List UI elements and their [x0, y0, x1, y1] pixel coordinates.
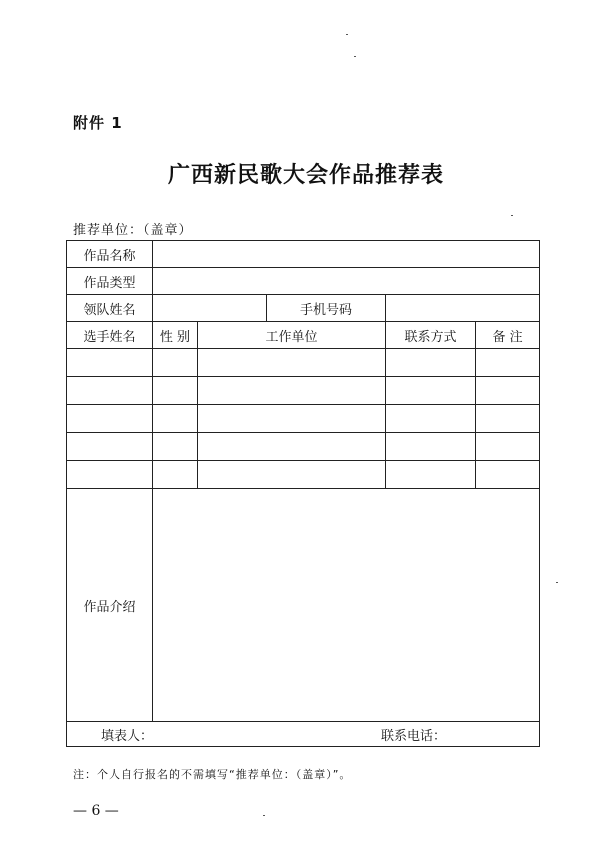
contestant-row	[67, 405, 540, 433]
leader-name-field[interactable]	[153, 295, 267, 322]
remarks-cell[interactable]	[476, 377, 540, 405]
contact-header: 联系方式	[386, 322, 476, 349]
remarks-cell[interactable]	[476, 349, 540, 377]
scan-speck	[346, 34, 348, 35]
work-type-field[interactable]	[153, 268, 540, 295]
contestant-row	[67, 377, 540, 405]
work-type-row	[67, 268, 540, 295]
contestant-name-cell[interactable]	[67, 377, 153, 405]
scan-speck	[556, 582, 558, 583]
work-name-label: 作品名称	[67, 241, 153, 268]
scan-speck	[354, 56, 356, 57]
gender-cell[interactable]	[153, 405, 198, 433]
filler-cell[interactable]	[67, 722, 540, 747]
phone-label: 手机号码	[267, 295, 386, 322]
contestant-name-cell[interactable]	[67, 349, 153, 377]
workplace-cell[interactable]	[198, 433, 386, 461]
contestant-name-cell[interactable]	[67, 405, 153, 433]
contestant-name-header: 选手姓名	[67, 322, 153, 349]
recommend-unit-label: 推荐单位：（盖章）	[73, 223, 193, 238]
work-type-label: 作品类型	[67, 268, 153, 295]
contact-cell[interactable]	[386, 461, 476, 489]
remarks-cell[interactable]	[476, 405, 540, 433]
remarks-header: 备 注	[476, 322, 540, 349]
filler-phone-label: 联系电话：	[381, 728, 447, 744]
leader-row	[67, 295, 540, 322]
contact-cell[interactable]	[386, 349, 476, 377]
contestant-name-cell[interactable]	[67, 433, 153, 461]
gender-header: 性 别	[153, 322, 198, 349]
contestant-name-cell[interactable]	[67, 461, 153, 489]
workplace-cell[interactable]	[198, 349, 386, 377]
gender-cell[interactable]	[153, 377, 198, 405]
contestant-header-row	[67, 322, 540, 349]
contact-cell[interactable]	[386, 377, 476, 405]
workplace-cell[interactable]	[198, 405, 386, 433]
work-name-row	[67, 241, 540, 268]
gender-cell[interactable]	[153, 461, 198, 489]
remarks-cell[interactable]	[476, 433, 540, 461]
filler-row	[67, 722, 540, 747]
document-title: 广西新民歌大会作品推荐表	[167, 162, 444, 188]
work-name-field[interactable]	[153, 241, 540, 268]
workplace-header: 工作单位	[198, 322, 386, 349]
remarks-cell[interactable]	[476, 461, 540, 489]
intro-label: 作品介绍	[67, 489, 153, 722]
intro-field[interactable]	[153, 489, 540, 722]
intro-row	[67, 489, 540, 722]
attachment-label: 附件 1	[73, 114, 123, 132]
leader-name-label: 领队姓名	[67, 295, 153, 322]
gender-cell[interactable]	[153, 349, 198, 377]
page-number: — 6 —	[73, 803, 119, 819]
workplace-cell[interactable]	[198, 461, 386, 489]
contact-cell[interactable]	[386, 433, 476, 461]
filler-label: 填表人：	[101, 728, 154, 744]
contestant-row	[67, 349, 540, 377]
footnote: 注：个人自行报名的不需填写“推荐单位：（盖章）”。	[73, 768, 352, 781]
contestant-row	[67, 461, 540, 489]
scan-speck	[511, 215, 513, 216]
scan-speck	[263, 815, 265, 816]
contact-cell[interactable]	[386, 405, 476, 433]
recommendation-form-table	[66, 240, 540, 747]
phone-field[interactable]	[386, 295, 540, 322]
contestant-row	[67, 433, 540, 461]
gender-cell[interactable]	[153, 433, 198, 461]
workplace-cell[interactable]	[198, 377, 386, 405]
